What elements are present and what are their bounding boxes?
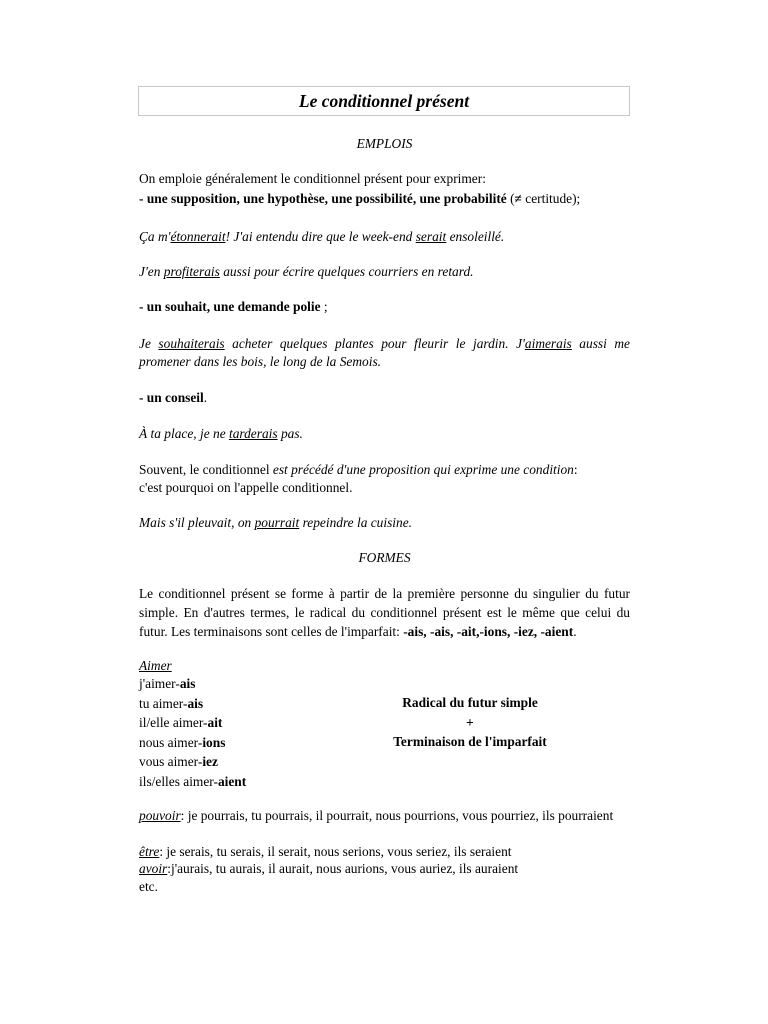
example-verb: souhaiterais bbox=[158, 336, 225, 351]
page-title: Le conditionnel présent bbox=[298, 91, 470, 111]
other-verb-etre bbox=[139, 843, 630, 861]
use-dash: - bbox=[139, 191, 147, 206]
example-text: acheter quelques plantes pour fleurir le jardin. J' bbox=[224, 336, 525, 351]
section-heading-formes: FORMES bbox=[358, 550, 411, 565]
example-2 bbox=[139, 263, 630, 281]
rule-line-2: Terminaison de l'imparfait bbox=[393, 734, 547, 749]
condition-paragraph bbox=[139, 461, 630, 479]
conjugation-row bbox=[139, 753, 218, 771]
use-souhait bbox=[139, 298, 630, 316]
endings-list: -ais, -ais, -ait,-ions, -iez, -aient bbox=[403, 624, 574, 639]
formes-paragraph bbox=[139, 584, 630, 641]
not-equal-symbol: ≠ bbox=[514, 191, 522, 206]
example-verb: pourrait bbox=[254, 515, 300, 530]
example-text: aussi pour écrire quelques courriers en retard. bbox=[219, 264, 474, 279]
certitude-text: certitude); bbox=[521, 191, 581, 206]
example-text: ! J'ai entendu dire que le week-end bbox=[225, 229, 416, 244]
example-text: Je bbox=[139, 336, 159, 351]
conjugation-row bbox=[139, 734, 225, 752]
use-supposition-bold: une supposition, une hypothèse, une possibilité, une probabilité bbox=[146, 191, 507, 206]
other-verb-forms: : je pourrais, tu pourrais, il pourrait, nous pourrions, vous pourriez, ils pourraient bbox=[180, 808, 614, 823]
other-verb-name: pouvoir bbox=[139, 808, 181, 823]
example-4 bbox=[139, 425, 630, 443]
example-3 bbox=[139, 335, 630, 371]
conjugation-row bbox=[139, 695, 203, 713]
use-souhait-bold: - un souhait, une demande polie bbox=[139, 299, 321, 314]
other-verb-pouvoir bbox=[139, 807, 630, 825]
conjugation-row bbox=[139, 675, 195, 693]
paren-open: ( bbox=[506, 191, 515, 206]
example-verb: aimerais bbox=[524, 336, 572, 351]
conjugation-stem: ils/elles aimer- bbox=[139, 773, 218, 789]
other-verb-name: être bbox=[139, 844, 160, 859]
conjugation-stem: il/elle aimer- bbox=[139, 715, 208, 730]
example-text: pas. bbox=[277, 426, 303, 441]
other-verb-avoir bbox=[139, 860, 630, 878]
use-conseil bbox=[139, 389, 630, 407]
example-text: J'en bbox=[139, 264, 164, 279]
condition-line2: c'est pourquoi on l'appelle conditionnel. bbox=[139, 480, 353, 495]
intro-line: On emploie généralement le conditionnel présent pour exprimer: bbox=[139, 171, 486, 186]
example-verb: serait bbox=[415, 229, 447, 244]
conjugation-ending: ais bbox=[187, 695, 204, 711]
example-text: Ça m' bbox=[139, 229, 171, 244]
use-supposition bbox=[139, 190, 630, 208]
conjugation-ending: ais bbox=[179, 676, 196, 691]
example-text: Mais s'il pleuvait, on bbox=[139, 515, 255, 530]
use-conseil-rest: . bbox=[203, 390, 208, 405]
conjugation-ending: iez bbox=[202, 754, 218, 769]
rule-plus: + bbox=[466, 715, 474, 730]
example-verb: étonnerait bbox=[170, 229, 226, 244]
example-text: aussi me promener dans les bois, le long de la Semois. bbox=[139, 336, 630, 369]
conjugation-row bbox=[139, 714, 222, 732]
condition-colon: : bbox=[573, 462, 578, 477]
conjugation-stem: tu aimer- bbox=[139, 695, 188, 711]
other-verb-name: avoir bbox=[139, 861, 168, 876]
rule-line-1: Radical du futur simple bbox=[402, 695, 538, 710]
formes-text: Le conditionnel présent se forme à partir de la première personne du singulier du futur simple. En d'autres termes, le radical du conditionnel présent est le même que celui du futur. Les terminaisons sont celles de l'imparfait: bbox=[139, 586, 630, 639]
use-conseil-bold: - un conseil bbox=[139, 390, 204, 405]
formes-end: . bbox=[573, 624, 577, 639]
etc-text: etc. bbox=[139, 879, 158, 894]
condition-text: Souvent, le conditionnel bbox=[139, 462, 273, 477]
example-5 bbox=[139, 514, 630, 532]
conjugation-stem: j'aimer- bbox=[139, 676, 180, 691]
verb-title: Aimer bbox=[139, 658, 172, 673]
example-1 bbox=[139, 228, 630, 246]
section-heading-emplois: EMPLOIS bbox=[356, 136, 413, 151]
example-text: À ta place, je ne bbox=[139, 426, 229, 441]
conjugation-ending: aient bbox=[217, 773, 247, 789]
title-box bbox=[138, 86, 630, 116]
conjugation-stem: nous aimer- bbox=[139, 734, 203, 750]
example-text: repeindre la cuisine. bbox=[299, 515, 413, 530]
conjugation-ending: ions bbox=[202, 734, 226, 750]
other-verb-forms: :j'aurais, tu aurais, il aurait, nous aurions, vous auriez, ils auraient bbox=[167, 861, 519, 876]
example-text: ensoleillé. bbox=[446, 229, 505, 244]
example-verb: tarderais bbox=[228, 426, 278, 441]
use-souhait-rest: ; bbox=[320, 299, 328, 314]
conjugation-row bbox=[139, 773, 246, 791]
other-verb-forms: : je serais, tu serais, il serait, nous serions, vous seriez, ils seraient bbox=[159, 844, 512, 859]
example-verb: profiterais bbox=[163, 264, 220, 279]
condition-italic: est précédé d'une proposition qui exprime une condition bbox=[272, 462, 574, 477]
conjugation-ending: ait bbox=[207, 715, 223, 730]
conjugation-stem: vous aimer- bbox=[139, 754, 203, 769]
